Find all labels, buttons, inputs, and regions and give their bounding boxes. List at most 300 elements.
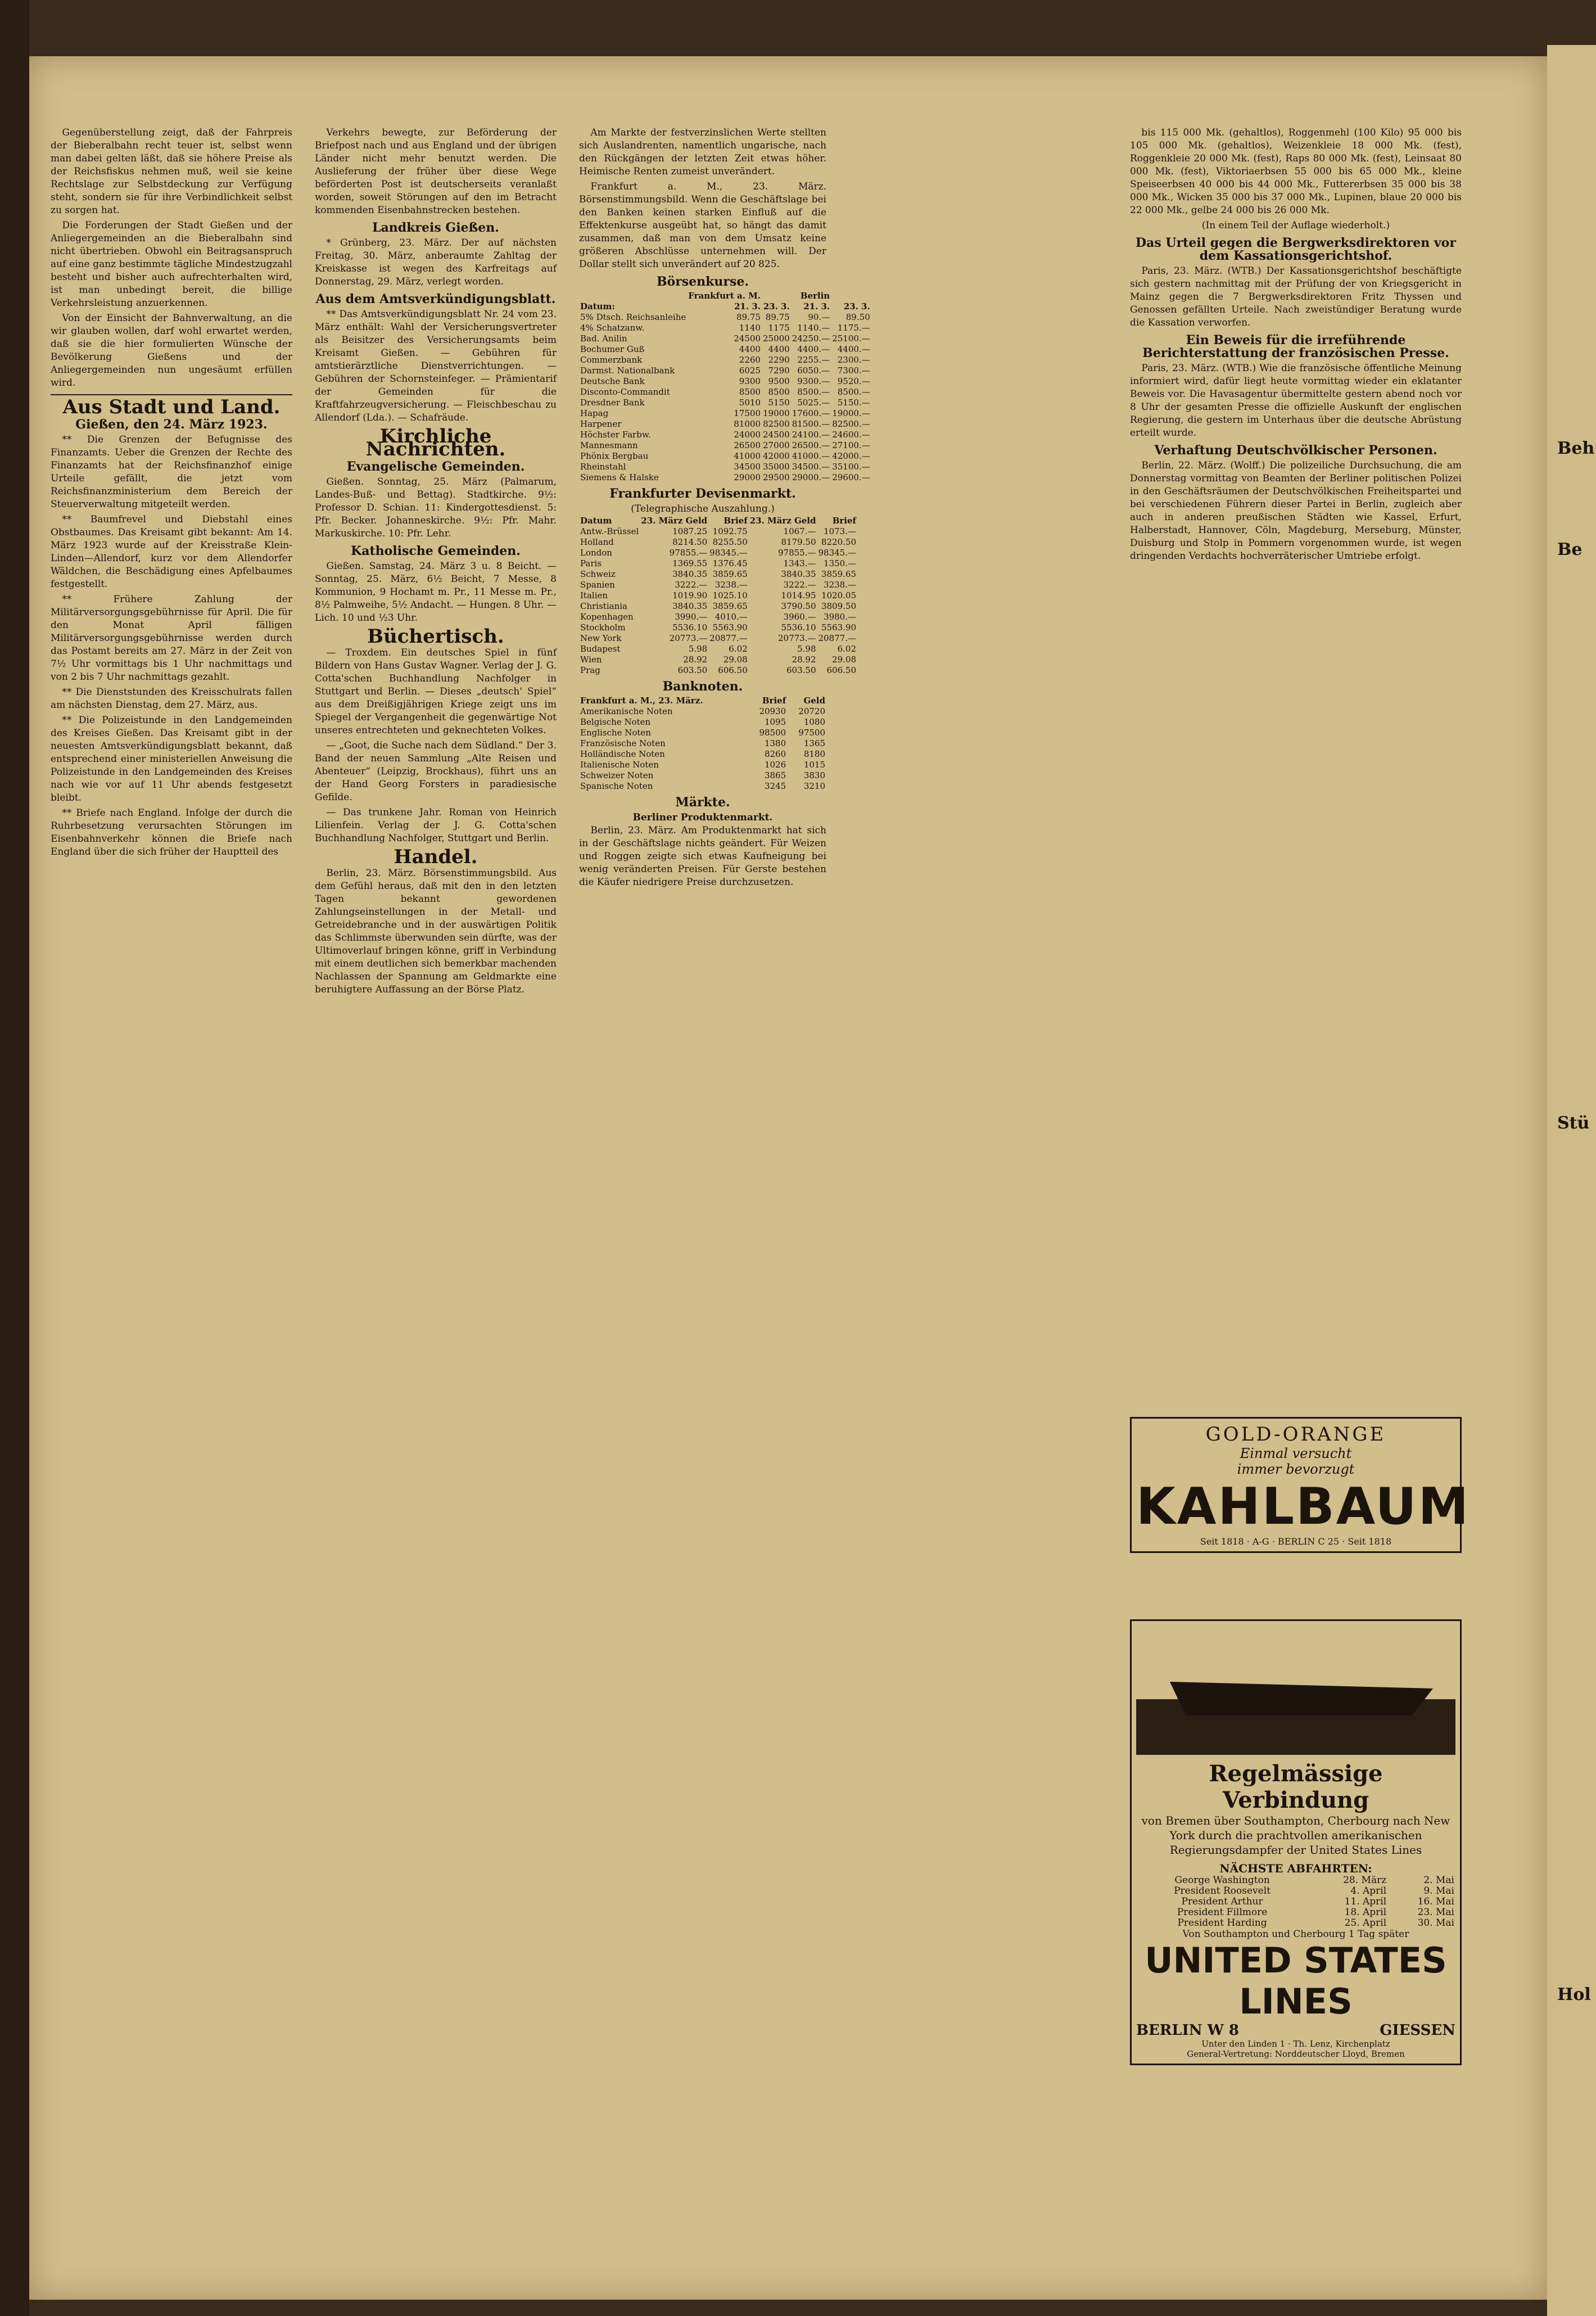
article-paragraph: Von der Einsicht der Bahnverwaltung, an die wir glauben wollen, darf wohl erwartet werden, daß sie die hier formulierten Wünsche der Bevölkerung Gießens und der Anliegergemeinden nun ungesäumt erfüllen wird. xyxy=(51,313,292,389)
table-cell: 8500.— xyxy=(837,387,870,397)
table-header-cell: 23. März Geld xyxy=(749,516,816,526)
divider xyxy=(51,394,292,395)
table-cell: 603.50 xyxy=(677,665,708,675)
table-cell: 26500 xyxy=(734,440,761,450)
table-cell: 2300.— xyxy=(837,355,870,365)
margin-fragment: Be xyxy=(1557,540,1583,559)
table-cell: 3222.— xyxy=(783,580,816,590)
table-cell: Deutsche Bank xyxy=(580,376,645,386)
table-cell: 3859.65 xyxy=(712,569,748,579)
table-cell: Antw.-Brüssel xyxy=(580,526,639,536)
table-row xyxy=(1136,1918,1455,1929)
table-row xyxy=(579,749,826,760)
article-paragraph: Die Forderungen der Stadt Gießen und der Anliegergemeinden an die Bieberalbahn sind nicht übertrieben. Obwohl ein Beitragsanspruch auf eine ganz bestimmte tägliche Mindestzugzahl besteht und bisher auch aufrechterhalten wird, ist man unbedingt bereit, die billige Verkehrsleistung anzuerkennen. xyxy=(51,220,292,309)
ad-city: GIESSEN xyxy=(1380,2022,1455,2039)
table-cell: 20930 xyxy=(759,706,786,716)
table-cell: 1073.— xyxy=(824,526,856,536)
table-cell: 8500 xyxy=(768,387,790,397)
table-cell: 34500 xyxy=(734,462,761,472)
table-cell: 6.02 xyxy=(837,644,856,654)
subheading: Berliner Produktenmarkt. xyxy=(632,812,773,823)
table-cell: Schweizer Noten xyxy=(580,770,654,780)
table-cell: 8260 xyxy=(764,749,786,759)
ad-city: BERLIN W 8 xyxy=(1136,2022,1240,2039)
table-cell: 29000 xyxy=(734,472,761,482)
table-cell: 8214.50 xyxy=(672,537,708,547)
news-item: Paris, 23. März. (WTB.) Wie die französische öffentliche Meinung informiert wird, dafür liegt heute vormittag wieder ein eklatanter Beweis vor. Die Havasagentur übermittelte gestern abend noch vor 8 Uhr der gesamten Presse die offizielle Auskunft der englischen Regierung, die gestern im Unterhaus über die deutsche Abrüstung erteilt wurde. xyxy=(1130,363,1462,439)
table-cell: 4. April xyxy=(1350,1885,1387,1897)
table-cell: Christiania xyxy=(580,601,627,611)
table-row xyxy=(579,387,871,398)
ad-slogan: immer bevorzugt xyxy=(1237,1461,1355,1477)
table-cell: 90.— xyxy=(808,312,830,322)
table-row xyxy=(579,419,871,430)
table-row xyxy=(579,365,871,376)
banknote-table xyxy=(579,696,826,792)
table-cell: 1376.45 xyxy=(712,558,748,568)
ad-address: Unter den Linden 1 · Th. Lenz, Kirchenplatz xyxy=(1201,2039,1390,2049)
ship-hull xyxy=(1170,1682,1433,1715)
news-item: ** Baumfrevel und Diebstahl eines Obstbaumes. Das Kreisamt gibt bekannt: Am 14. März 1923 wurde auf der Kreisstraße Klein-Linden—Allendorf, kurz vor dem Allendorfer Wäldchen, die Beschädigung eines Apfelbaumes festgestellt. xyxy=(51,514,292,590)
news-item: Gießen. Samstag, 24. März 3 u. 8 Beicht. — Sonntag, 25. März, 6½ Beicht, 7 Messe, 8 Kommunion, 9 Hochamt m. Pr., 11 Messe m. Pr., 8½ Palmweihe, 5½ Andacht. — Hungen. 8 Uhr. — Lich. 10 und ½3 Uhr. xyxy=(315,561,557,624)
section-heading: Märkte. xyxy=(675,795,730,810)
table-cell: 29500 xyxy=(762,472,790,482)
table-cell: Stockholm xyxy=(580,622,626,633)
table-cell: 4400.— xyxy=(837,344,870,354)
table-cell: Bochumer Guß xyxy=(580,344,645,354)
table-cell: 24000 xyxy=(734,430,761,440)
table-cell: 20877.— xyxy=(818,633,856,643)
table-row xyxy=(579,654,857,665)
table-cell: 41000.— xyxy=(792,451,830,461)
table-row xyxy=(579,408,871,419)
table-cell: 24500 xyxy=(762,430,790,440)
table-row xyxy=(579,333,871,344)
table-row xyxy=(579,430,871,440)
table-cell: 5563.90 xyxy=(821,622,856,633)
margin-fragment: Stü xyxy=(1557,1113,1590,1133)
table-cell: 3840.35 xyxy=(672,569,708,579)
table-cell: 19000 xyxy=(762,408,790,418)
table-header-cell: Berlin xyxy=(800,291,830,301)
table-cell: 29600.— xyxy=(832,472,870,482)
table-cell: Spanien xyxy=(580,580,615,590)
table-cell: 41000 xyxy=(734,451,761,461)
section-heading: Banknoten. xyxy=(662,679,743,694)
news-item: ** Das Amtsverkündigungsblatt Nr. 24 vom 23. März enthält: Wahl der Versicherungsvertreter als Beisitzer des Versicherungsamts beim Kreisamt Gießen. — Gebühren für amtstierärztliche Dienstverrichtungen. — Gebühren der Schornsteinfeger. — Prämientarif der Gemeinden für die Kraftfahrzeugversicherung. — Fleischbeschau zu Allendorf (Lda.). — Schafräude. xyxy=(315,309,557,423)
table-cell: Holland xyxy=(580,537,614,547)
section-heading: Frankfurter Devisenmarkt. xyxy=(609,486,796,501)
table-cell: 9300 xyxy=(739,376,761,386)
table-cell: 3840.35 xyxy=(672,601,708,611)
table-cell: Paris xyxy=(580,558,602,568)
news-item: ** Die Dienststunden des Kreisschulrats fallen am nächsten Dienstag, dem 27. März, aus. xyxy=(51,687,292,711)
table-cell: 42000.— xyxy=(832,451,870,461)
table-cell: 1140.— xyxy=(797,323,830,333)
table-cell: 5.98 xyxy=(688,644,708,654)
news-item: — Das trunkene Jahr. Roman von Heinrich Lilienfein. Verlag der J. G. Cotta'schen Buchhandlung Nachfolger, Stuttgart und Berlin. xyxy=(315,807,557,844)
table-cell: 1015 xyxy=(803,760,825,770)
table-cell: 1175.— xyxy=(837,323,870,333)
table-cell: 19000.— xyxy=(832,408,870,418)
table-cell: 5010 xyxy=(739,398,761,408)
table-cell: President Fillmore xyxy=(1177,1907,1268,1918)
section-heading: Landkreis Gießen. xyxy=(372,220,499,235)
table-cell: 3990.— xyxy=(675,612,708,622)
table-row xyxy=(579,526,857,537)
table-row xyxy=(579,462,871,472)
table-cell: George Washington xyxy=(1174,1875,1270,1886)
table-header-cell: Frankfurt a. M., 23. März. xyxy=(580,696,703,706)
table-cell: Bad. Anilin xyxy=(580,333,627,344)
table-cell: Amerikanische Noten xyxy=(580,706,673,716)
table-cell: 5150 xyxy=(768,398,790,408)
column-2 xyxy=(315,127,557,999)
subheading: Katholische Gemeinden. xyxy=(351,544,521,558)
table-cell: 3830 xyxy=(803,770,825,780)
section-heading: Verhaftung Deutschvölkischer Personen. xyxy=(1154,443,1437,458)
table-cell: 98500 xyxy=(759,728,786,738)
kahlbaum-ad xyxy=(1130,1417,1471,1553)
steamship-illustration xyxy=(1136,1631,1455,1755)
article-paragraph: bis 115 000 Mk. (gehaltlos), Roggenmehl (100 Kilo) 95 000 bis 105 000 Mk. (gehaltlos), Weizenkleie 18 000 Mk. (fest), Roggenkleie 20 000 Mk. (fest), Raps 80 000 Mk. (fest), Leinsaat 80 000 Mk. (fest), Viktoriaerbsen 55 000 bis 65 000 Mk., kleine Speiseerbsen 40 000 bis 44 000 Mk., Futtererbsen 35 000 bis 38 000 Mk., Wicken 35 000 bis 37 000 Mk., Lupinen, blaue 20 000 bis 22 000 Mk., gelbe 24 000 bis 26 000 Mk. xyxy=(1130,127,1462,216)
table-row xyxy=(579,569,857,580)
article-paragraph: Am Markte der festverzinslichen Werte stellten sich Auslandrenten, namentlich ungarische, nach den Rückgängen der letzten Zeit etwas höher. Heimische Renten zumeist unverändert. xyxy=(579,127,826,177)
book-binding xyxy=(0,0,29,2316)
table-cell: 9500 xyxy=(768,376,790,386)
table-cell: 4% Schatzanw. xyxy=(580,323,645,333)
news-item: — Troxdem. Ein deutsches Spiel in fünf Bildern von Hans Gustav Wagner. Verlag der J. G. Cotta'schen Buchhandlung Nachfolger in Stuttgart und Berlin. — Dieses „deutsch' Spiel“ aus dem Dreißigjährigen Kriege zeigt uns im Spiegel der Vergangenheit die gegenwärtige Not unseres entrechteten und geknechteten Volkes. xyxy=(315,647,557,736)
news-item: ** Briefe nach England. Infolge der durch die Ruhrbesetzung verursachten Störungen im Eisenbahnverkehr können die Briefe nach England über die sich früher der Hauptteil des xyxy=(51,807,292,857)
ad-box xyxy=(1130,1619,1462,2065)
section-heading: Handel. xyxy=(394,846,478,868)
table-cell: 5563.90 xyxy=(712,622,748,633)
table-cell: 29000.— xyxy=(792,472,830,482)
margin-fragment: Hol xyxy=(1557,1985,1591,2005)
table-cell: Darmst. Nationalbank xyxy=(580,365,675,376)
table-row xyxy=(579,633,857,644)
table-cell: 5150.— xyxy=(837,398,870,408)
table-cell: Siemens & Halske xyxy=(580,472,659,482)
table-cell: 89.50 xyxy=(846,312,870,322)
table-header-cell xyxy=(579,291,687,301)
table-header-cell: Frankfurt a. M. xyxy=(688,291,761,301)
column-4 xyxy=(1130,127,1462,565)
repeat-notice: (In einem Teil der Auflage wiederholt.) xyxy=(1201,220,1390,231)
table-cell: 5536.10 xyxy=(672,622,708,633)
table-header-row xyxy=(579,696,826,706)
table-cell: 6050.— xyxy=(797,365,830,376)
table-cell: 1365 xyxy=(803,738,825,748)
table-row xyxy=(579,537,857,548)
table-cell: 1014.95 xyxy=(781,590,816,601)
ad-text: von Bremen über Southampton, Cherbourg nach New York durch die prachtvollen amerikanischen Regierungsdampfer der United States Lines xyxy=(1141,1814,1450,1857)
ad-subtitle: NÄCHSTE ABFAHRTEN: xyxy=(1219,1862,1372,1875)
news-item: Berlin, 23. März. Börsenstimmungsbild. Aus dem Gefühl heraus, daß mit den in den letzten Tagen bekannt gewordenen Zahlungseinstellungen in der Metall- und Getreidebranche und in der auswärtigen Politik das Schlimmste überwunden sein dürfte, was der Ultimoverlauf bringen könne, griff in Verbindung mit einem deutlichen sich bemerkbar machenden Nachlassen der Spannung am Geldmarkte eine beruhigtere Auffassung an der Börse Platz. xyxy=(315,868,557,995)
table-cell: 4400 xyxy=(768,344,790,354)
table-row xyxy=(579,781,826,792)
table-cell: 1019.90 xyxy=(672,590,708,601)
table-cell: 27100.— xyxy=(832,440,870,450)
table-cell: 2260 xyxy=(739,355,761,365)
table-cell: 4010.— xyxy=(715,612,748,622)
table-cell: 7290 xyxy=(768,365,790,376)
section-heading: Kirchliche Nachrichten. xyxy=(365,425,506,461)
table-row xyxy=(579,376,871,387)
table-row xyxy=(579,440,871,451)
table-cell: 9300.— xyxy=(797,376,830,386)
table-cell: Spanische Noten xyxy=(580,781,653,791)
table-row xyxy=(579,398,871,408)
article-paragraph: Frankfurt a. M., 23. März. Börsenstimmungsbild. Wenn die Geschäftslage bei den Banken keinen starken Einfluß auf die Effektenkurse ausgeübt hat, so hängt das damit zusammen, daß man von dem Umsatz keine größeren Abschlüsse unternehmen will. Der Dollar stellt sich unverändert auf 20 825. xyxy=(579,181,826,270)
column-1 xyxy=(51,127,292,861)
table-header-cell: Brief xyxy=(832,516,856,526)
table-cell: 29.08 xyxy=(832,654,856,665)
table-cell: President Arthur xyxy=(1181,1896,1263,1907)
table-cell: Harpener xyxy=(580,419,622,429)
table-cell: 25000 xyxy=(762,333,790,344)
table-cell: 1080 xyxy=(803,717,825,727)
table-cell: 9. Mai xyxy=(1423,1885,1454,1897)
table-cell: Prag xyxy=(580,665,600,675)
table-cell: President Harding xyxy=(1177,1917,1267,1929)
table-cell: 16. Mai xyxy=(1417,1896,1454,1907)
table-cell: 1175 xyxy=(768,323,790,333)
table-row xyxy=(1136,1875,1455,1886)
table-row xyxy=(579,451,871,462)
table-cell: 24100.— xyxy=(792,430,830,440)
table-cell: 603.50 xyxy=(786,665,816,675)
table-cell: 25100.— xyxy=(832,333,870,344)
section-heading: Büchertisch. xyxy=(367,625,504,648)
news-item: ** Die Polizeistunde in den Landgemeinden des Kreises Gießen. Das Kreisamt gibt in der neuesten Amtsverkündigungsblatt bekannt, daß entsprechend einer ministeriellen Anweisung die Polizeistunde in den Landgemeinden des Kreises nach wie vor auf 11 Uhr abends festgesetzt bleibt. xyxy=(51,715,292,803)
table-cell: 28. März xyxy=(1343,1875,1387,1886)
table-cell: 3960.— xyxy=(783,612,816,622)
table-row xyxy=(1136,1907,1455,1918)
table-cell: 1380 xyxy=(764,738,786,748)
table-cell: 81500.— xyxy=(792,419,830,429)
table-row xyxy=(579,472,871,483)
ad-product-name: GOLD-ORANGE xyxy=(1205,1423,1386,1446)
table-cell: 1025.10 xyxy=(712,590,748,601)
ad-note: Von Southampton und Cherbourg 1 Tag später xyxy=(1182,1929,1409,1940)
article-paragraph: Gegenüberstellung zeigt, daß der Fahrpreis der Bieberalbahn recht teuer ist, selbst wenn man dabei gelten läßt, daß sie höhere Preise als der Reichsfiskus nehmen muß, weil sie keine Rechtslage zur Selbstdeckung zur Verfügung steht, sondern sie für ihre Verbindlichkeit selbst zu sorgen hat. xyxy=(51,127,292,216)
ad-box xyxy=(1130,1417,1471,1553)
table-row xyxy=(579,738,826,749)
news-item: ** Frühere Zahlung der Militärversorgungsgebührnisse für April. Die für den Monat April fälligen Militärversorgungsgebührnisse werden durch das Postamt bereits am 27. März in der Zeit von 7½ Uhr vormittags bis 1 Uhr nachmittags und von 2 bis 7 Uhr nachmittags gezahlt. xyxy=(51,594,292,683)
table-header-row xyxy=(579,301,871,312)
table-cell: 3859.65 xyxy=(821,569,856,579)
table-cell: Hapag xyxy=(580,408,609,418)
table-cell: Englische Noten xyxy=(580,728,651,738)
table-header-cell: Datum xyxy=(580,516,612,526)
table-cell: Holländische Noten xyxy=(580,749,665,759)
table-cell: 28.92 xyxy=(792,654,816,665)
table-cell: Commerzbank xyxy=(580,355,643,365)
table-row xyxy=(579,665,857,676)
news-item: Paris, 23. März. (WTB.) Der Kassationsgerichtshof beschäftigte sich gestern nachmittag mit der Prüfung der von Kriegsgericht in Mainz gegen die 7 Bergwerksdirektoren Fritz Thyssen und Genossen gefällten Urteile. Nach zweistündiger Beratung wurde die Kassation verworfen. xyxy=(1130,265,1462,328)
table-cell: 97855.— xyxy=(778,548,816,558)
subheading: Evangelische Gemeinden. xyxy=(346,459,525,474)
table-header-cell: 23. März Geld xyxy=(641,516,708,526)
article-paragraph: Verkehrs bewegte, zur Beförderung der Briefpost nach und aus England und der übrigen Länder nicht mehr benutzt werden. Die Auslieferung der früher über diese Wege beförderten Post ist deutscherseits veranlaßt worden, soweit Störungen auf den im Betracht kommenden Eisenbahnstrecken bestehen. xyxy=(315,127,557,216)
table-cell: 34500.— xyxy=(792,462,830,472)
section-heading: Ein Beweis für die irreführende Berichterstattung der französischen Presse. xyxy=(1142,333,1449,360)
table-row xyxy=(579,622,857,633)
table-cell: 7300.— xyxy=(837,365,870,376)
table-cell: 1092.75 xyxy=(712,526,748,536)
table-cell: 24250.— xyxy=(792,333,830,344)
table-cell: 1020.05 xyxy=(821,590,856,601)
section-heading: Börsenkurse. xyxy=(656,274,749,289)
table-cell: 35000 xyxy=(762,462,790,472)
news-item: Gießen. Sonntag, 25. März (Palmarum, Landes-Buß- und Bettag). Stadtkirche. 9½: Professor D. Schian. 11: Kindergottesdienst. 5: Pfr. Becker. Johanneskirche. 9½: Pfr. Mahr. Markuskirche. 10: Pfr. Lehr. xyxy=(315,476,557,539)
table-cell: 3238.— xyxy=(824,580,856,590)
table-header-cell: 21. 3. xyxy=(803,301,830,311)
ad-brand: KAHLBAUM xyxy=(1136,1477,1471,1536)
table-row xyxy=(579,312,871,323)
table-cell: 9520.— xyxy=(837,376,870,386)
ad-brand: UNITED STATES LINES xyxy=(1145,1940,1447,2022)
table-cell: 82500 xyxy=(762,419,790,429)
ad-slogan: Einmal versucht xyxy=(1240,1446,1352,1461)
table-cell: President Roosevelt xyxy=(1174,1885,1271,1897)
table-row xyxy=(579,717,826,728)
table-cell: 606.50 xyxy=(826,665,856,675)
table-cell: 2. Mai xyxy=(1423,1875,1454,1886)
table-header-row xyxy=(579,291,871,301)
table-cell: 29.08 xyxy=(723,654,748,665)
stock-table xyxy=(579,291,871,483)
section-heading: Aus Stadt und Land. xyxy=(62,396,281,418)
table-row xyxy=(579,770,826,781)
table-cell: Kopenhagen xyxy=(580,612,634,622)
table-cell: 4400.— xyxy=(797,344,830,354)
table-cell: 1343.— xyxy=(783,558,816,568)
table-cell: 97855.— xyxy=(669,548,708,558)
ad-subline: Seit 1818 · A-G · BERLIN C 25 · Seit 1818 xyxy=(1200,1536,1392,1547)
table-cell: 25. April xyxy=(1344,1917,1387,1929)
table-row xyxy=(579,728,826,738)
table-cell: Italien xyxy=(580,590,608,601)
table-cell: 2290 xyxy=(768,355,790,365)
table-cell: 3980.— xyxy=(824,612,856,622)
table-row xyxy=(579,760,826,770)
table-cell: Belgische Noten xyxy=(580,717,651,727)
news-item: ** Die Grenzen der Befugnisse des Finanzamts. Ueber die Grenzen der Rechte des Finanzamts hat der Reichsfinanzhof einige Urteile gefällt, die jetzt vom Reichsfinanzministerium dem Bereich der Steuerverwaltung mitgeteilt werden. xyxy=(51,434,292,510)
table-cell: Höchster Farbw. xyxy=(580,430,651,440)
table-cell: 89.75 xyxy=(736,312,761,322)
section-heading: Aus dem Amtsverkündigungsblatt. xyxy=(315,292,556,306)
table-cell: 1369.55 xyxy=(672,558,708,568)
table-cell: 6025 xyxy=(739,365,761,376)
table-cell: 2255.— xyxy=(797,355,830,365)
table-header-cell: Brief xyxy=(724,516,748,526)
table-cell: 8179.50 xyxy=(781,537,816,547)
table-cell: 1067.— xyxy=(783,526,816,536)
table-cell: 5536.10 xyxy=(781,622,816,633)
table-row xyxy=(579,355,871,365)
news-item: Berlin, 22. März. (Wolff.) Die polizeiliche Durchsuchung, die am Donnerstag vormittag von Beamten der Berliner politischen Polizei in den Geschäftsräumen der Deutschvölkischen Freiheitspartei und bei verschiedenen Führern dieser Partei in Berlin, zugleich aber auch in anderen preußischen Städten wie Kassel, Erfurt, Halberstadt, Hannover, Cöln, Magdeburg, Merseburg, Münster, Duisburg und Stolp in Pommern vorgenommen wurde, ist wegen dringenden Verdachts hochverräterischer Umtriebe erfolgt. xyxy=(1130,460,1462,562)
table-cell: 27000 xyxy=(762,440,790,450)
table-row xyxy=(1136,1897,1455,1907)
table-cell: 18. April xyxy=(1344,1907,1387,1918)
table-header-cell xyxy=(762,291,791,301)
ad-title: Regelmässige Verbindung xyxy=(1209,1760,1383,1813)
table-cell: Französische Noten xyxy=(580,738,666,748)
table-cell: Dresdner Bank xyxy=(580,398,645,408)
table-row xyxy=(579,558,857,569)
table-header-cell: 23. 3. xyxy=(763,301,790,311)
table-cell: 1095 xyxy=(764,717,786,727)
table-cell: 98345.— xyxy=(709,548,748,558)
news-item: — „Goot, die Suche nach dem Südland.“ Der 3. Band der neuen Sammlung „Alte Reisen und Abenteuer“ (Leipzig, Brockhaus), führt uns an der Hand Georg Forsters in paradiesische Gefilde. xyxy=(315,740,557,803)
table-cell: 3859.65 xyxy=(712,601,748,611)
table-cell: 606.50 xyxy=(718,665,748,675)
table-cell: 5% Dtsch. Reichsanleihe xyxy=(580,312,686,322)
table-row xyxy=(579,612,857,622)
table-cell: 3245 xyxy=(764,781,786,791)
table-cell: 24500 xyxy=(734,333,761,344)
table-header-cell: 21. 3. xyxy=(734,301,761,311)
table-cell: Phönix Bergbau xyxy=(580,451,649,461)
table-header-cell: 23. 3. xyxy=(843,301,870,311)
currency-table xyxy=(579,516,857,676)
table-cell: 89.75 xyxy=(765,312,790,322)
table-cell: 42000 xyxy=(762,451,790,461)
table-cell: 20720 xyxy=(798,706,825,716)
table-cell: 1350.— xyxy=(824,558,856,568)
ad-address: General-Vertretung: Norddeutscher Lloyd, Bremen xyxy=(1187,2049,1405,2059)
table-cell: 20773.— xyxy=(669,633,708,643)
table-row xyxy=(579,601,857,612)
news-item: Berlin, 23. März. Am Produktenmarkt hat sich in der Geschäftslage nichts geändert. Für Weizen und Roggen zeigte sich etwas Kaufneigung bei wenig veränderten Preisen. Für Gerste bestehen die Käufer niedrigere Preise durchzusetzen. xyxy=(579,825,826,888)
table-cell: 3222.— xyxy=(675,580,708,590)
table-cell: Mannesmann xyxy=(580,440,638,450)
table-header-row xyxy=(579,516,857,526)
table-row xyxy=(1136,1886,1455,1897)
table-header-cell: Geld xyxy=(803,696,825,706)
next-page-edge xyxy=(1547,45,1596,2316)
table-cell: Disconto-Commandit xyxy=(580,387,670,397)
table-cell: 30. Mai xyxy=(1417,1917,1454,1929)
table-cell: 8220.50 xyxy=(821,537,856,547)
table-row xyxy=(579,644,857,654)
table-cell: 20773.— xyxy=(778,633,816,643)
table-cell: 1087.25 xyxy=(672,526,708,536)
table-cell: London xyxy=(580,548,612,558)
section-heading: Das Urteil gegen die Bergwerksdirektoren vor dem Kassationsgerichtshof. xyxy=(1136,236,1456,263)
table-row xyxy=(579,580,857,590)
table-cell: 23. Mai xyxy=(1417,1907,1454,1918)
sailing-table xyxy=(1136,1875,1455,1929)
shipping-ad xyxy=(1130,1619,1462,2065)
table-cell: 26500.— xyxy=(792,440,830,450)
table-cell: 8255.50 xyxy=(712,537,748,547)
table-cell: 3238.— xyxy=(715,580,748,590)
table-cell: New York xyxy=(580,633,622,643)
table-row xyxy=(579,590,857,601)
table-cell: 35100.— xyxy=(832,462,870,472)
table-cell: 6.02 xyxy=(729,644,748,654)
table-cell: Wien xyxy=(580,654,602,665)
table-cell: Rheinstahl xyxy=(580,462,626,472)
table-cell: 8180 xyxy=(803,749,825,759)
table-cell: 1140 xyxy=(739,323,761,333)
table-cell: 3210 xyxy=(803,781,825,791)
table-cell: 3809.50 xyxy=(821,601,856,611)
table-row xyxy=(579,344,871,355)
